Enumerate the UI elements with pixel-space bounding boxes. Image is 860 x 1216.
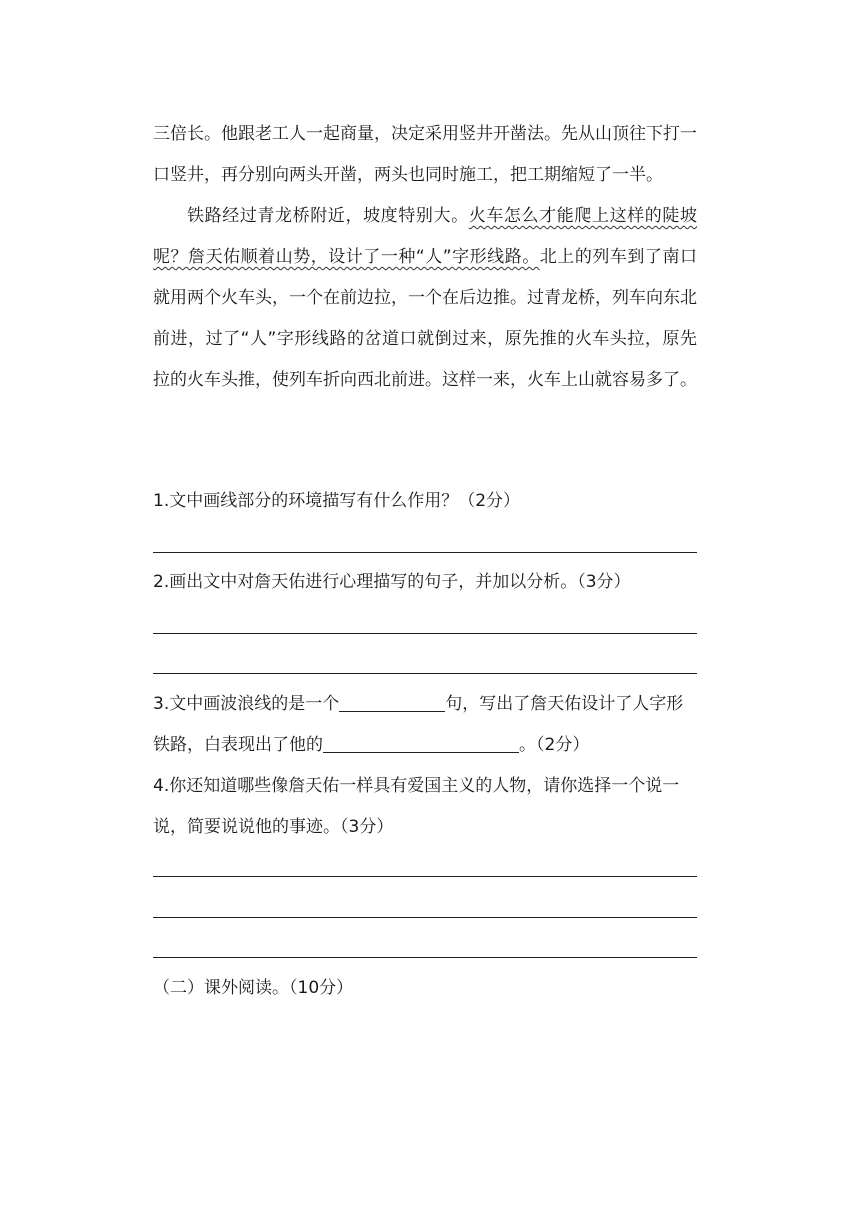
- section-heading: [153, 968, 697, 1009]
- question-1-text: 1.文中画线部分的环境描写有什么作用？（2分）: [153, 491, 521, 511]
- answer-line-q2-2[interactable]: [153, 673, 697, 674]
- question-1: [153, 481, 697, 522]
- fill-blank-quality[interactable]: [323, 732, 519, 753]
- question-3-part-a: 3.文中画波浪线的是一个: [153, 694, 340, 714]
- question-2-text: 2.画出文中对詹天佑进行心理描写的句子，并加以分析。（3分）: [153, 572, 631, 592]
- passage-paragraph-2: [153, 196, 697, 401]
- answer-line-q1[interactable]: [153, 552, 697, 553]
- passage-text-end: 北上的列车到了南口就用两个火车头，一个在前边拉，一个在后边推。过青龙桥，列车向东北前进，过了“人”字形线路的岔道口就倒过来，原先推的火车头拉，原先拉的火车头推，使列车折向西北前进。这样一来，火车上山就容易多了。: [153, 247, 697, 390]
- question-3-text: [153, 684, 697, 766]
- answer-line-q4-3[interactable]: [153, 957, 697, 958]
- answer-line-q2-1[interactable]: [153, 633, 697, 634]
- wavy-underlined-sentence: 火车怎么才能爬上这样的陡坡呢？詹天佑顺着山势，设计了一种“人”字形线路。: [153, 206, 698, 267]
- question-2: [153, 562, 697, 603]
- section-heading-text: （二）课外阅读。（10分）: [153, 978, 354, 998]
- question-3: [153, 684, 697, 766]
- passage-text: 铁路经过青龙桥附近，坡度特别大。: [187, 206, 469, 226]
- question-3-part-b: 句，写出了詹天佑设计了人字形铁路，白表现出了他的: [153, 694, 684, 755]
- passage-paragraph-1: 三倍长。他跟老工人一起商量，决定采用竖井开凿法。先从山顶往下打一口竖井，再分别向两头开凿，两头也同时施工，把工期缩短了一半。: [153, 124, 697, 185]
- answer-line-q4-2[interactable]: [153, 917, 697, 918]
- fill-blank-sentence-type[interactable]: [339, 691, 445, 712]
- question-4-text: 4.你还知道哪些像詹天佑一样具有爱国主义的人物，请你选择一个说一说，简要说说他的事迹。（3分）: [153, 776, 680, 837]
- answer-line-q4-1[interactable]: [153, 876, 697, 877]
- passage: [153, 114, 697, 401]
- question-3-part-c: 。（2分）: [519, 735, 590, 755]
- question-4: [153, 766, 697, 848]
